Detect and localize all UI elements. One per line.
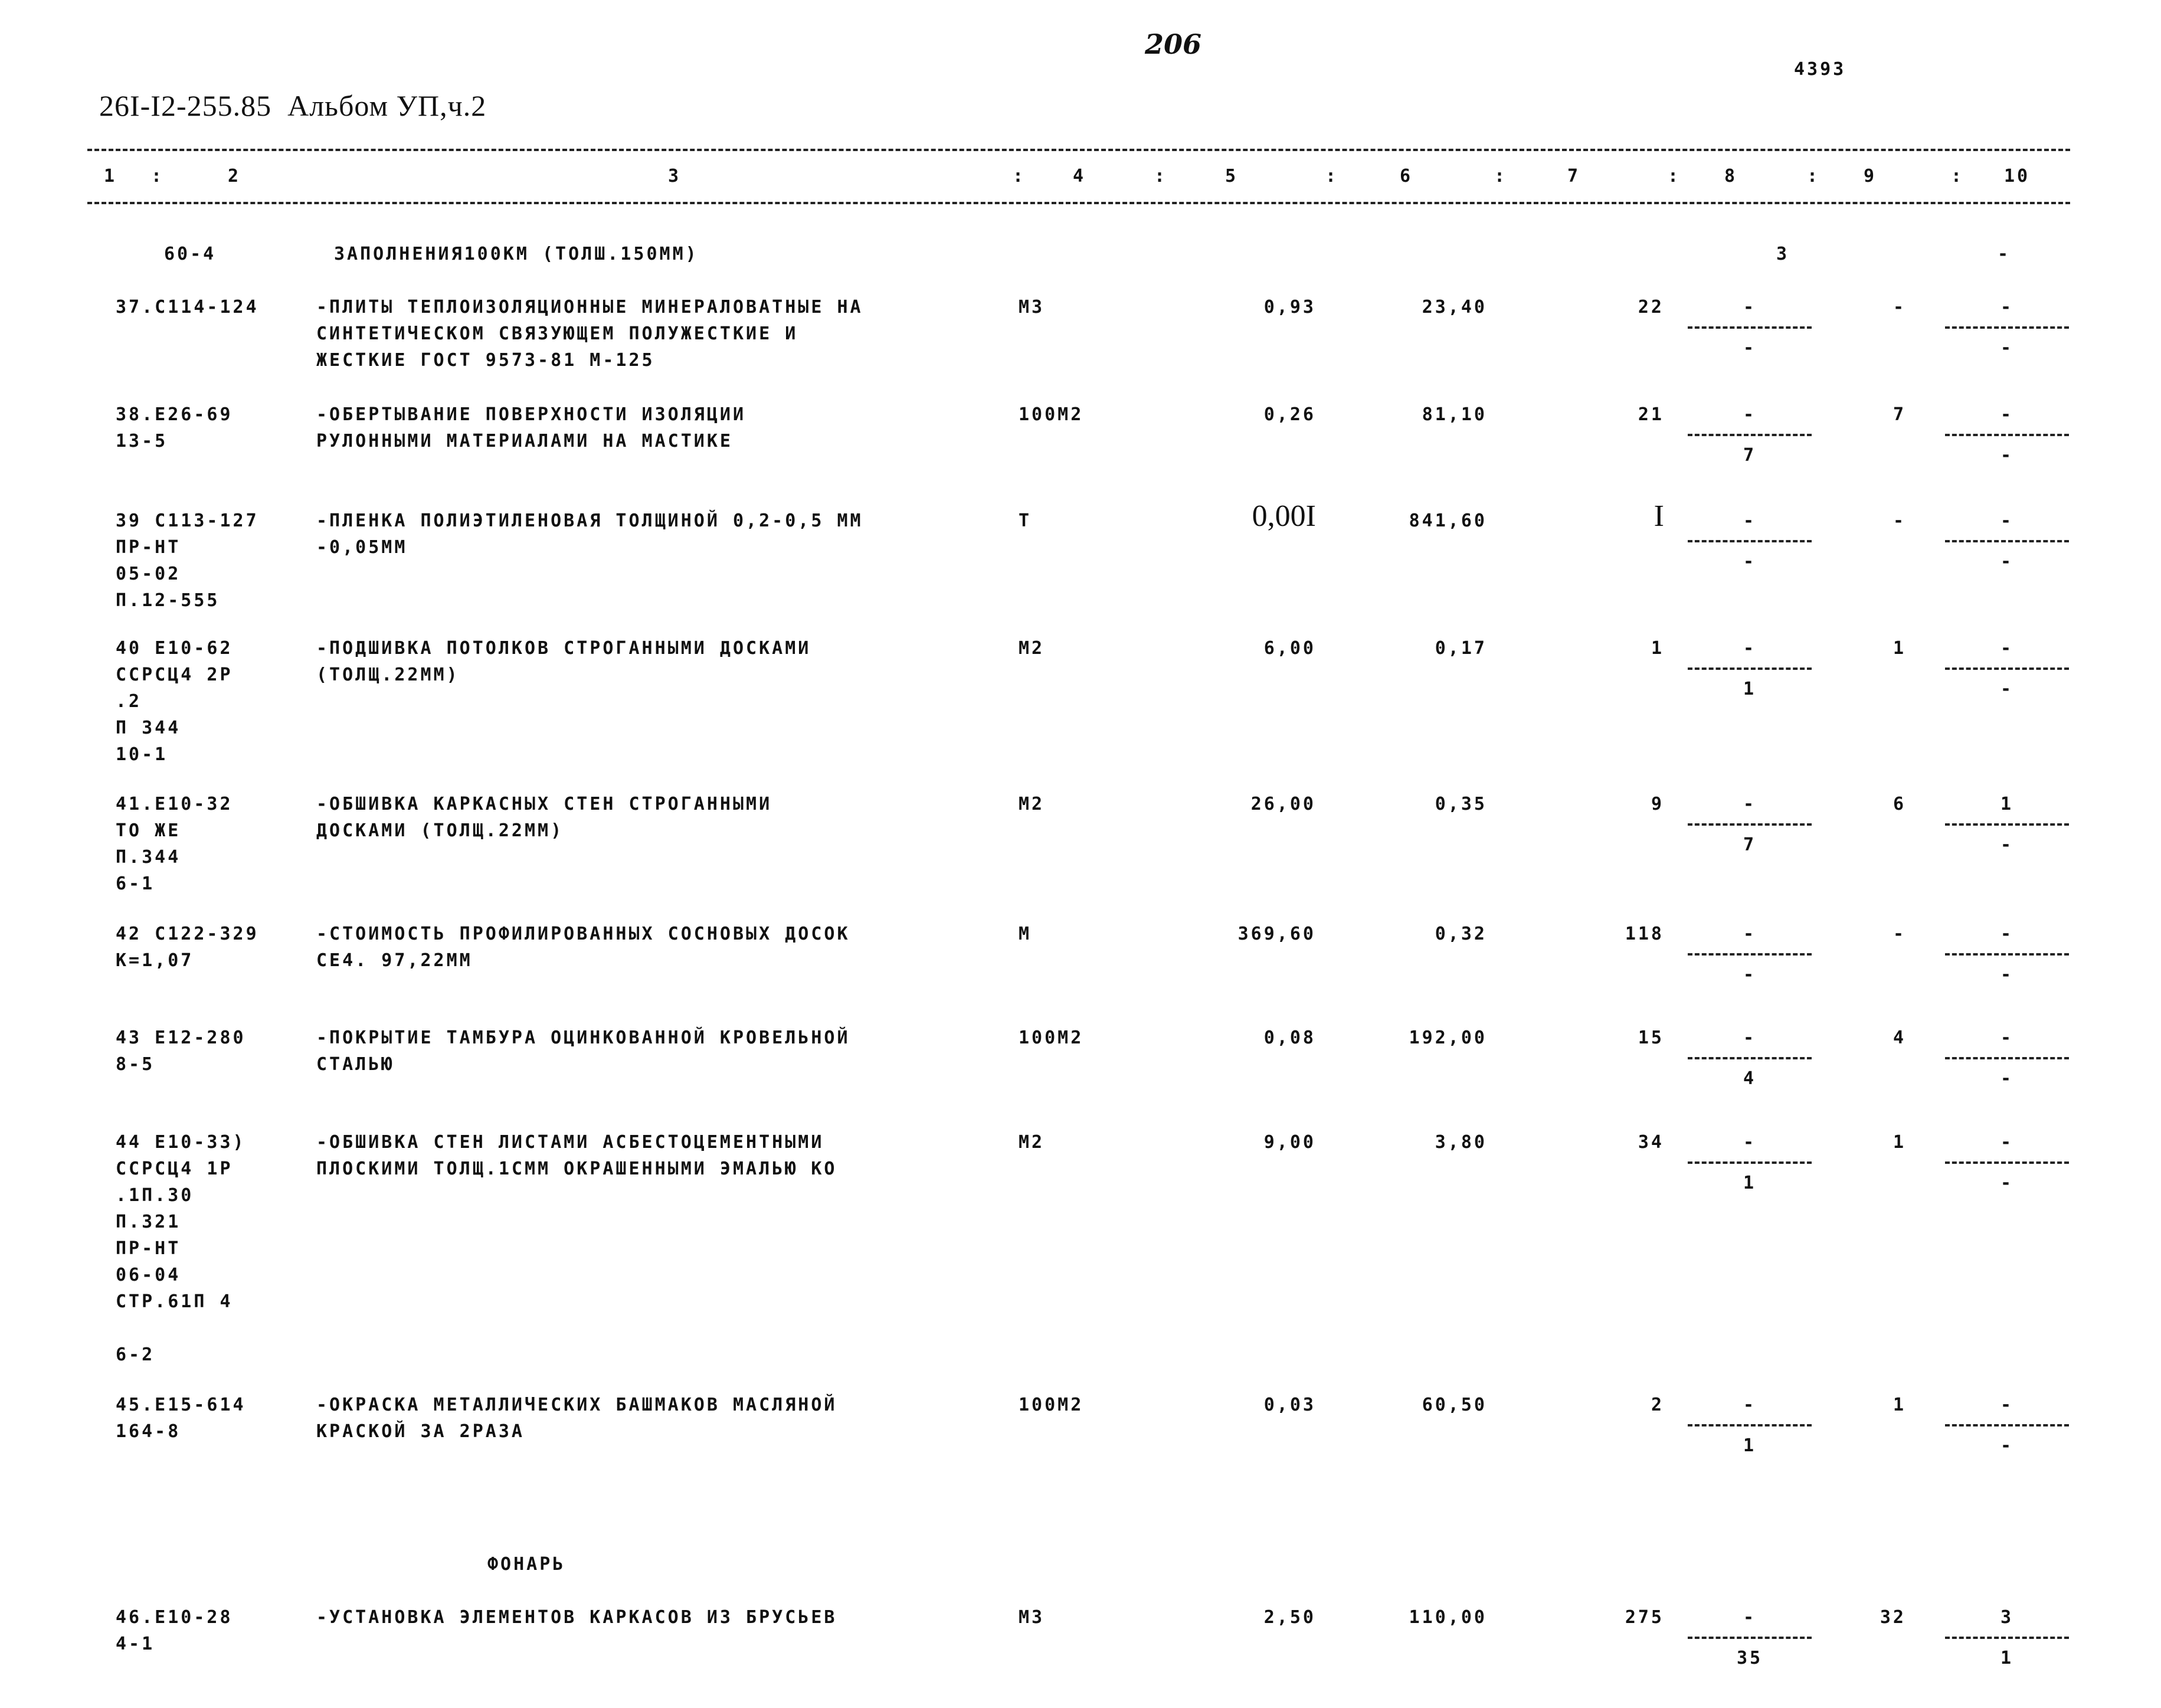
col9-value: 1	[1892, 1395, 1906, 1415]
col10-fraction-numerator: -	[2000, 1395, 2014, 1415]
row-unit-price: 81,10	[1422, 404, 1487, 425]
col-9: 9	[1864, 166, 1877, 186]
row-quantity: 6,00	[1263, 638, 1316, 659]
row-code: 44 Е10-33) ССРСЦ4 1Р .1П.30 П.321 ПР-НТ 06-04 СТР.61П 4 6-2	[116, 1132, 246, 1365]
col8-fraction	[1688, 635, 1812, 702]
col8-fraction-fraction-bar	[1688, 1161, 1812, 1164]
col10-fraction-fraction-bar	[1945, 1424, 2069, 1426]
col8-fraction-denominator: 7	[1743, 835, 1757, 855]
col-4: 4	[1073, 166, 1086, 186]
col10-fraction-numerator: -	[2000, 404, 2014, 425]
col10-fraction-numerator: -	[2000, 297, 2014, 318]
col8-fraction-denominator: 35	[1736, 1648, 1763, 1668]
col-sep: :	[1325, 166, 1339, 186]
row-unit-price: 110,00	[1409, 1607, 1487, 1628]
row-unit-price: 192,00	[1409, 1028, 1487, 1048]
col-sep: :	[1154, 166, 1168, 186]
col10-fraction-fraction-bar	[1945, 668, 2069, 670]
col8-fraction-numerator: -	[1743, 638, 1757, 659]
row-code: 40 Е10-62 ССРСЦ4 2Р .2 П 344 10-1	[116, 638, 233, 765]
row-total-cost: 15	[1638, 1028, 1664, 1048]
col8-fraction	[1688, 791, 1812, 858]
col10-value: -	[1998, 244, 2011, 264]
col8-fraction-denominator: 1	[1743, 1173, 1757, 1193]
row-unit: М2	[1019, 1132, 1045, 1153]
row-unit: М3	[1019, 1607, 1045, 1628]
col10-fraction-denominator: -	[2000, 835, 2014, 855]
col-10: 10	[2004, 166, 2031, 186]
col10-fraction-numerator: -	[2000, 1132, 2014, 1153]
col8-fraction-numerator: -	[1743, 511, 1757, 531]
col10-fraction	[1945, 1604, 2069, 1671]
row-code: 46.Е10-28 4-1	[116, 1607, 233, 1654]
col8-fraction	[1688, 508, 1812, 575]
col-sep: :	[151, 166, 165, 186]
row-total-cost: 34	[1638, 1132, 1664, 1153]
col8-fraction-denominator: -	[1743, 338, 1757, 358]
col-5: 5	[1225, 166, 1239, 186]
row-description: -ОБШИВКА КАРКАСНЫХ СТЕН СТРОГАННЫМИ ДОСКАМИ (ТОЛЩ.22ММ)	[316, 794, 772, 841]
col8-value: 3	[1776, 244, 1790, 264]
col10-fraction-denominator: -	[2000, 964, 2014, 985]
col9-value: 1	[1892, 638, 1906, 659]
col-sep: :	[1013, 166, 1026, 186]
col-sep: :	[1807, 166, 1821, 186]
col10-fraction-numerator: 1	[2000, 794, 2014, 814]
col8-fraction-fraction-bar	[1688, 1637, 1812, 1639]
row-unit: 100М2	[1019, 1028, 1084, 1048]
row-description: -СТОИМОСТЬ ПРОФИЛИРОВАННЫХ СОСНОВЫХ ДОСОК СЕ4. 97,22ММ	[316, 924, 850, 971]
row-quantity: 26,00	[1250, 794, 1316, 814]
row-unit: М2	[1019, 638, 1045, 659]
row-quantity: 0,93	[1263, 297, 1316, 318]
col10-fraction-fraction-bar	[1945, 326, 2069, 329]
row-total-cost: I	[1654, 499, 1664, 533]
col-sep: :	[1494, 166, 1508, 186]
col8-fraction-fraction-bar	[1688, 540, 1812, 542]
col8-fraction-numerator: -	[1743, 1028, 1757, 1048]
col-3: 3	[668, 166, 682, 186]
col8-fraction-fraction-bar	[1688, 953, 1812, 956]
row-code: 43 Е12-280 8-5	[116, 1028, 246, 1075]
col10-fraction	[1945, 921, 2069, 988]
col9-value: -	[1892, 297, 1906, 318]
col8-fraction	[1688, 1129, 1812, 1196]
row-quantity: 0,26	[1263, 404, 1316, 425]
col-8: 8	[1724, 166, 1738, 186]
header-top-rule	[87, 149, 2070, 151]
row-description: -ПОДШИВКА ПОТОЛКОВ СТРОГАННЫМИ ДОСКАМИ (ТОЛЩ.22ММ)	[316, 638, 811, 685]
col8-fraction-denominator: -	[1743, 964, 1757, 985]
row-unit-price: 0,32	[1435, 924, 1487, 944]
row-quantity: 0,08	[1263, 1028, 1316, 1048]
row-quantity: 369,60	[1237, 924, 1316, 944]
row-unit: М2	[1019, 794, 1045, 814]
document-title: 26I-I2-255.85 Альбом УП,ч.2	[99, 89, 487, 122]
header-bottom-rule	[87, 202, 2070, 204]
row-unit-price: 23,40	[1422, 297, 1487, 318]
row-total-cost: 2	[1651, 1395, 1664, 1415]
col10-fraction	[1945, 294, 2069, 361]
col10-fraction	[1945, 1025, 2069, 1092]
row-description: -ПЛЕНКА ПОЛИЭТИЛЕНОВАЯ ТОЛЩИНОЙ 0,2-0,5 ММ -0,05ММ	[316, 511, 863, 558]
col8-fraction-fraction-bar	[1688, 668, 1812, 670]
row-code: 42 С122-329 К=1,07	[116, 924, 259, 971]
col10-fraction-numerator: -	[2000, 1028, 2014, 1048]
row-quantity: 0,00I	[1252, 499, 1316, 533]
col8-fraction-numerator: -	[1743, 794, 1757, 814]
row-code: 37.С114-124	[116, 297, 259, 318]
col10-fraction-denominator: 1	[2000, 1648, 2014, 1668]
col10-fraction	[1945, 1392, 2069, 1459]
col8-fraction	[1688, 401, 1812, 469]
col10-fraction-numerator: -	[2000, 638, 2014, 659]
col8-fraction-fraction-bar	[1688, 1424, 1812, 1426]
col10-fraction	[1945, 508, 2069, 575]
col9-value: 6	[1892, 794, 1906, 814]
col-2: 2	[228, 166, 241, 186]
col10-fraction-denominator: -	[2000, 445, 2014, 466]
col10-fraction-fraction-bar	[1945, 1161, 2069, 1164]
col10-fraction-denominator: -	[2000, 338, 2014, 358]
col8-fraction	[1688, 1025, 1812, 1092]
col10-fraction-denominator: -	[2000, 1173, 2014, 1193]
row-unit: М3	[1019, 297, 1045, 318]
row-total-cost: 9	[1651, 794, 1664, 814]
row-description: ЗАПОЛНЕНИЯ100КМ (ТОЛШ.150ММ)	[334, 244, 699, 264]
col10-fraction-fraction-bar	[1945, 953, 2069, 956]
row-total-cost: 21	[1638, 404, 1664, 425]
col-sep: :	[1951, 166, 1964, 186]
row-quantity: 9,00	[1263, 1132, 1316, 1153]
row-quantity: 0,03	[1263, 1395, 1316, 1415]
col8-fraction-denominator: -	[1743, 551, 1757, 572]
col10-fraction-numerator: -	[2000, 511, 2014, 531]
row-description: -ОКРАСКА МЕТАЛЛИЧЕСКИХ БАШМАКОВ МАСЛЯНОЙ КРАСКОЙ ЗА 2РАЗА	[316, 1395, 837, 1442]
row-unit-price: 0,35	[1435, 794, 1487, 814]
row-total-cost: 1	[1651, 638, 1664, 659]
section-heading: ФОНАРЬ	[487, 1554, 566, 1575]
row-description: -ПЛИТЫ ТЕПЛОИЗОЛЯЦИОННЫЕ МИНЕРАЛОВАТНЫЕ НА СИНТЕТИЧЕСКОМ СВЯЗУЮЩЕМ ПОЛУЖЕСТКИЕ И ЖЕСТКИЕ ГОСТ 9573-81 М-125	[316, 297, 863, 371]
col8-fraction-fraction-bar	[1688, 434, 1812, 436]
row-code: 38.Е26-69 13-5	[116, 404, 233, 451]
row-unit-price: 0,17	[1435, 638, 1487, 659]
col10-fraction-fraction-bar	[1945, 1637, 2069, 1639]
row-unit: 100М2	[1019, 404, 1084, 425]
row-description: -ПОКРЫТИЕ ТАМБУРА ОЦИНКОВАННОЙ КРОВЕЛЬНОЙ СТАЛЬЮ	[316, 1028, 850, 1075]
row-code: 45.Е15-614 164-8	[116, 1395, 246, 1442]
col8-fraction-denominator: 1	[1743, 679, 1757, 699]
col8-fraction	[1688, 1392, 1812, 1459]
row-total-cost: 22	[1638, 297, 1664, 318]
col8-fraction-numerator: -	[1743, 1607, 1757, 1628]
col9-value: 7	[1892, 404, 1906, 425]
col8-fraction	[1688, 921, 1812, 988]
handwritten-page-number: 206	[1145, 28, 1202, 60]
col8-fraction-fraction-bar	[1688, 1057, 1812, 1059]
col9-value: -	[1892, 924, 1906, 944]
col9-value: -	[1892, 511, 1906, 531]
col10-fraction-denominator: -	[2000, 551, 2014, 572]
col9-value: 32	[1880, 1607, 1906, 1628]
col10-fraction	[1945, 635, 2069, 702]
col-6: 6	[1400, 166, 1413, 186]
column-header-row	[0, 163, 2161, 189]
col-1: 1	[104, 166, 117, 186]
col10-fraction-fraction-bar	[1945, 1057, 2069, 1059]
col10-fraction-denominator: -	[2000, 1435, 2014, 1456]
col10-fraction	[1945, 1129, 2069, 1196]
col8-fraction-numerator: -	[1743, 1132, 1757, 1153]
col10-fraction-fraction-bar	[1945, 434, 2069, 436]
row-total-cost: 275	[1625, 1607, 1664, 1628]
col10-fraction-denominator: -	[2000, 679, 2014, 699]
row-unit: 100М2	[1019, 1395, 1084, 1415]
row-description: -ОБЕРТЫВАНИЕ ПОВЕРХНОСТИ ИЗОЛЯЦИИ РУЛОННЫМИ МАТЕРИАЛАМИ НА МАСТИКЕ	[316, 404, 746, 451]
row-description: -ОБШИВКА СТЕН ЛИСТАМИ АСБЕСТОЦЕМЕНТНЫМИ ПЛОСКИМИ ТОЛЩ.1СММ ОКРАШЕННЫМИ ЭМАЛЬЮ КО	[316, 1132, 837, 1179]
row-unit-price: 60,50	[1422, 1395, 1487, 1415]
col10-fraction	[1945, 791, 2069, 858]
col10-fraction	[1945, 401, 2069, 469]
row-code: 60-4	[164, 244, 217, 264]
col8-fraction-numerator: -	[1743, 404, 1757, 425]
col8-fraction-numerator: -	[1743, 924, 1757, 944]
sheet-number: 4393	[1794, 59, 1846, 80]
col8-fraction-numerator: -	[1743, 1395, 1757, 1415]
col10-fraction-fraction-bar	[1945, 540, 2069, 542]
row-quantity: 2,50	[1263, 1607, 1316, 1628]
col10-fraction-numerator: 3	[2000, 1607, 2014, 1628]
col9-value: 1	[1892, 1132, 1906, 1153]
col-sep: :	[1668, 166, 1681, 186]
col10-fraction-fraction-bar	[1945, 823, 2069, 826]
row-unit-price: 3,80	[1435, 1132, 1487, 1153]
col8-fraction-denominator: 7	[1743, 445, 1757, 466]
col8-fraction-numerator: -	[1743, 297, 1757, 318]
row-code: 39 С113-127 ПР-НТ 05-02 П.12-555	[116, 511, 259, 611]
col8-fraction	[1688, 294, 1812, 361]
col8-fraction-fraction-bar	[1688, 823, 1812, 826]
row-total-cost: 118	[1625, 924, 1664, 944]
col8-fraction	[1688, 1604, 1812, 1671]
col10-fraction-numerator: -	[2000, 924, 2014, 944]
col9-value: 4	[1892, 1028, 1906, 1048]
row-unit: Т	[1019, 511, 1032, 531]
row-unit: М	[1019, 924, 1032, 944]
row-description: -УСТАНОВКА ЭЛЕМЕНТОВ КАРКАСОВ ИЗ БРУСЬЕВ	[316, 1607, 837, 1628]
col10-fraction-denominator: -	[2000, 1068, 2014, 1089]
col8-fraction-denominator: 1	[1743, 1435, 1757, 1456]
row-unit-price: 841,60	[1409, 511, 1487, 531]
col-7: 7	[1567, 166, 1581, 186]
row-code: 41.Е10-32 ТО ЖЕ П.344 6-1	[116, 794, 233, 894]
col8-fraction-fraction-bar	[1688, 326, 1812, 329]
col8-fraction-denominator: 4	[1743, 1068, 1757, 1089]
